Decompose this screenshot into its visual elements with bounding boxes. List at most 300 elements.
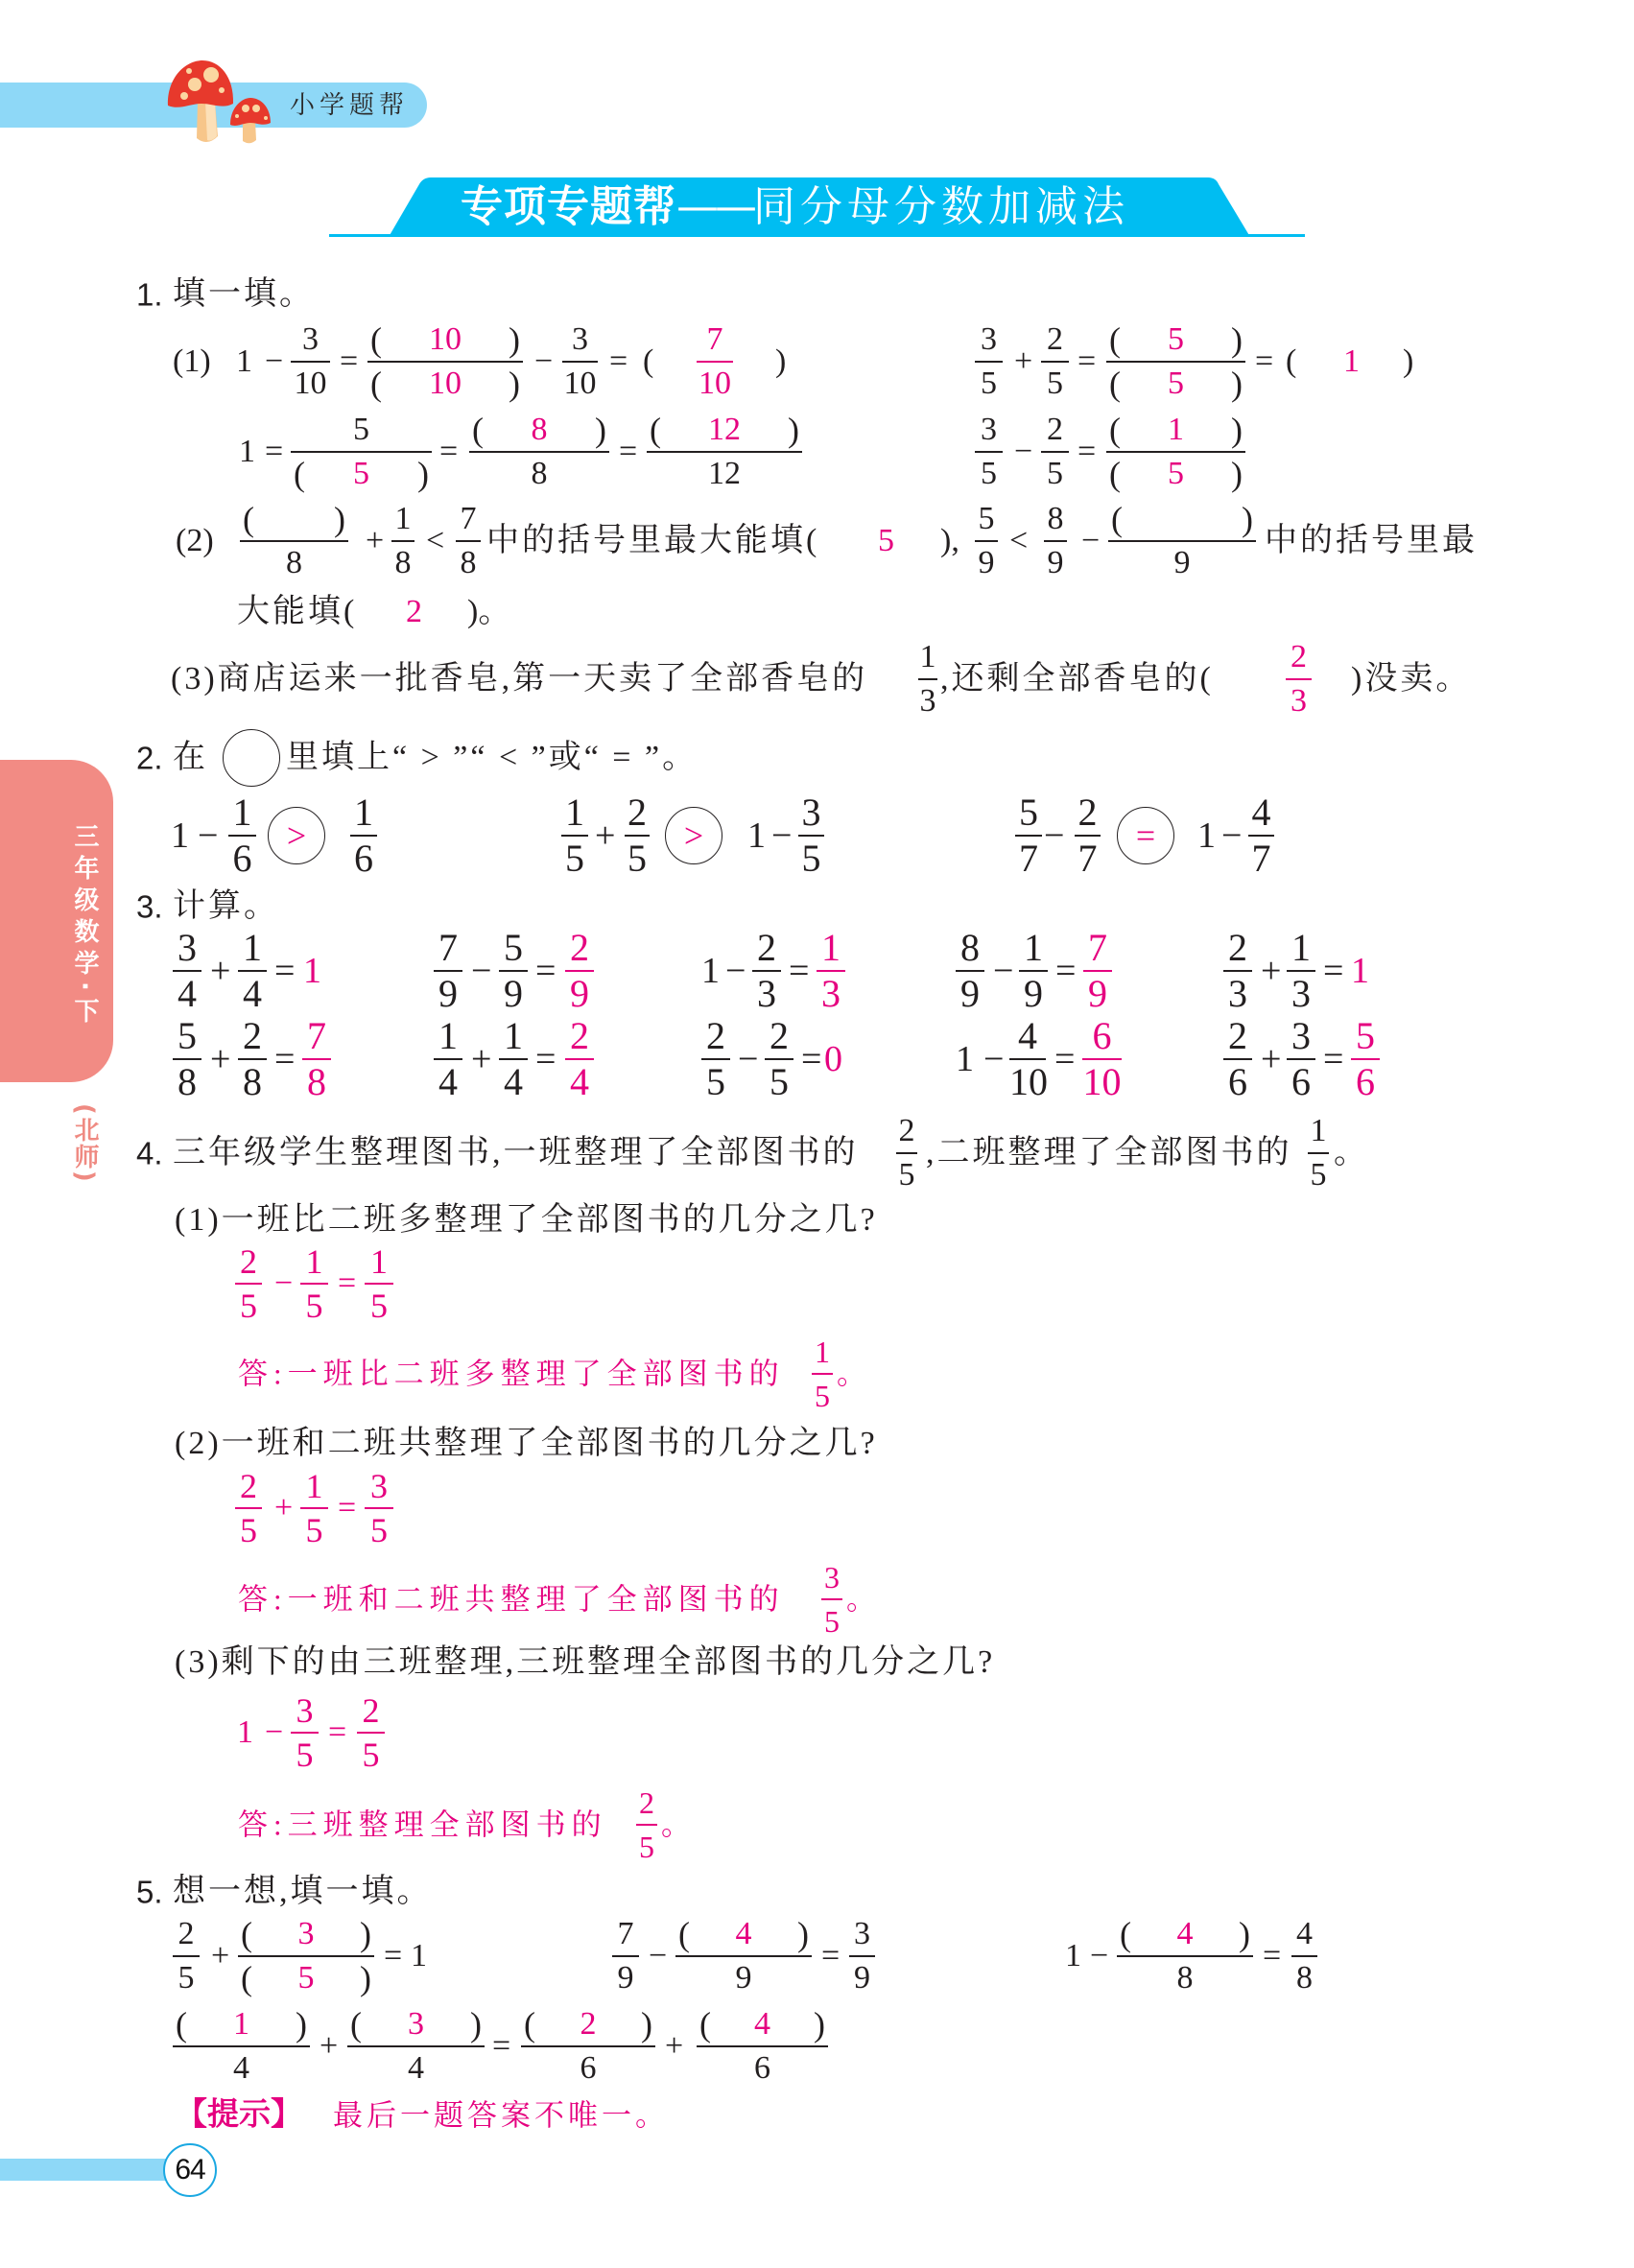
blank-fraction <box>347 2003 485 2090</box>
question-number: 2. <box>136 740 163 776</box>
denominator: 6 <box>580 2050 597 2086</box>
numerator: 3 <box>296 1691 314 1730</box>
fraction <box>173 926 201 1016</box>
denominator: 5 <box>706 1060 725 1103</box>
denominator: 9 <box>978 545 995 580</box>
operator: − <box>738 1039 759 1079</box>
fraction <box>434 926 462 1016</box>
comparison-circle: > <box>665 807 722 864</box>
question-text: (3)商店运来一批香皂,第一天卖了全部香皂的 <box>171 661 868 697</box>
blank-fraction <box>240 498 348 584</box>
side-tab-grade: 三年级数学·下 <box>70 823 99 1029</box>
question-text: 中的括号里最大能填( <box>486 523 820 558</box>
brand-name: 小学题帮 <box>290 91 410 120</box>
denominator: 10 <box>294 366 327 401</box>
operator: − <box>1044 815 1065 856</box>
answer-value: 1 <box>1343 343 1360 379</box>
answer-fraction <box>300 1465 328 1551</box>
operator: = <box>274 951 296 991</box>
operator: < <box>1009 523 1029 558</box>
numerator: 1 <box>1291 926 1311 969</box>
page-title-main: 专项专题帮 <box>461 182 676 231</box>
denominator: 5 <box>1047 366 1063 401</box>
denominator: 7 <box>1019 837 1038 880</box>
operator: − <box>983 1039 1005 1079</box>
question-number: 3. <box>136 888 163 925</box>
operator: = <box>609 343 628 379</box>
answer-fraction <box>300 1240 328 1327</box>
numerator: 2 <box>240 1242 257 1281</box>
fraction <box>956 926 984 1016</box>
denominator: 7 <box>1077 837 1098 880</box>
operator: = <box>492 2028 511 2064</box>
numerator: 1 <box>504 1014 523 1057</box>
number: 1 <box>1197 815 1216 856</box>
page-title <box>461 182 1129 231</box>
title-underline <box>329 234 1305 237</box>
denominator: 4 <box>233 2050 249 2086</box>
empty-circle-icon <box>223 729 280 787</box>
numerator: 1 <box>815 1335 830 1369</box>
blank-close-paren: ) <box>775 343 787 379</box>
answer-numerator: ( 8 ) <box>469 409 609 451</box>
operator: + <box>320 2028 339 2064</box>
numerator: 1 <box>370 1242 388 1281</box>
fraction <box>291 319 330 405</box>
numerator: 3 <box>801 791 821 834</box>
numerator: 7 <box>617 1916 634 1951</box>
operator: = <box>821 1938 841 1973</box>
fraction <box>918 636 937 722</box>
operator: = <box>535 951 557 991</box>
fraction <box>1223 1014 1252 1104</box>
answer-text: 答:一班和二班共整理了全部图书的 <box>238 1582 785 1617</box>
comparison-circle: = <box>1117 807 1174 864</box>
blank-fraction <box>521 2003 655 2090</box>
answer-denominator: ( 5 ) <box>1106 363 1245 405</box>
numerator: 2 <box>1228 926 1247 969</box>
operator: + <box>210 951 231 991</box>
question-text: ), <box>940 523 959 558</box>
answer-numerator: ( 5 ) <box>1106 319 1245 361</box>
denominator: 5 <box>1310 1157 1327 1193</box>
denominator: 5 <box>305 1287 323 1325</box>
numerator: 2 <box>570 1014 589 1057</box>
answer-numerator: ( 1 ) <box>173 2003 310 2045</box>
number: 1 <box>747 815 766 856</box>
numerator: 1 <box>1310 1113 1327 1148</box>
answer-value: 1 <box>1351 951 1369 991</box>
question-number: 4. <box>136 1135 163 1171</box>
question-text: 大能填( <box>237 594 358 629</box>
fraction <box>1248 791 1274 881</box>
answer-fraction <box>1083 926 1112 1016</box>
hint-text: 最后一题答案不唯一。 <box>333 2098 669 2133</box>
numerator: 3 <box>302 321 319 357</box>
operator: + <box>595 815 616 856</box>
numerator: 8 <box>960 926 980 969</box>
fraction <box>499 926 528 1016</box>
denominator: 6 <box>754 2050 770 2086</box>
denominator: 9 <box>438 972 458 1015</box>
numerator: 2 <box>1291 639 1307 674</box>
numerator: 1 <box>305 1242 323 1281</box>
numerator: 2 <box>362 1691 380 1730</box>
number: 1 <box>956 1039 974 1079</box>
fraction <box>1044 498 1067 584</box>
mushroom-icon <box>163 56 278 147</box>
denominator: 9 <box>504 972 523 1015</box>
numerator: 8 <box>1047 501 1064 536</box>
answer-fraction <box>365 1240 393 1327</box>
numerator: 4 <box>1296 1916 1313 1951</box>
numerator: 5 <box>178 1014 197 1057</box>
numerator: 5 <box>1019 791 1038 834</box>
numerator: 3 <box>854 1916 870 1951</box>
numerator: 7 <box>1088 926 1107 969</box>
numerator: 2 <box>1047 321 1063 357</box>
fraction <box>612 1913 639 1999</box>
denominator: 10 <box>699 366 731 401</box>
operator: − <box>265 343 284 379</box>
operator: − <box>771 815 793 856</box>
answer-denominator: ( 5 ) <box>1106 453 1245 495</box>
fraction <box>228 791 256 881</box>
denominator: 5 <box>801 837 821 880</box>
denominator: 4 <box>504 1060 523 1103</box>
fraction <box>238 1014 267 1104</box>
fraction <box>1075 791 1101 881</box>
numerator: 5 <box>1356 1014 1375 1057</box>
answer-denominator: ( 5 ) <box>291 453 432 495</box>
question-title: 填一填。 <box>173 276 315 312</box>
denominator: 4 <box>438 1060 458 1103</box>
fraction <box>765 1014 793 1104</box>
denominator: 8 <box>531 456 548 491</box>
numerator: 7 <box>460 501 477 536</box>
question-title: 里填上“ > ”“ < ”或“ = ”。 <box>286 740 699 775</box>
operator: − <box>265 1714 284 1750</box>
denominator: 5 <box>1047 456 1063 491</box>
denominator: 12 <box>708 456 741 491</box>
denominator: 5 <box>770 1060 789 1103</box>
fraction <box>1287 926 1315 1016</box>
answer-fraction <box>565 926 594 1016</box>
fraction <box>562 319 598 405</box>
denominator: 9 <box>735 1960 752 1996</box>
answer-value: 0 <box>824 1039 842 1079</box>
denominator: 9 <box>1047 545 1064 580</box>
denominator: 3 <box>919 683 936 719</box>
fraction <box>1287 1014 1315 1104</box>
sub-question-label: (1) <box>173 343 211 379</box>
answer-fraction <box>636 1782 657 1868</box>
numerator: 1 <box>354 791 373 834</box>
operator: = <box>328 1714 347 1750</box>
denominator: 3 <box>821 972 841 1015</box>
denominator: 8 <box>307 1060 326 1103</box>
denominator: 9 <box>1173 545 1191 580</box>
answer-denominator: ( 5 ) <box>238 1957 374 1999</box>
comparison-circle: > <box>268 807 325 864</box>
question-text: )没卖。 <box>1351 661 1472 697</box>
answer-text: 答:一班比二班多整理了全部图书的 <box>238 1357 785 1391</box>
numerator: 3 <box>370 1467 388 1505</box>
answer-value: 1 <box>237 1714 253 1750</box>
operator: − <box>725 951 746 991</box>
fraction <box>1009 1014 1046 1104</box>
side-tab-edition: (北师) <box>70 1103 99 1184</box>
numerator: 2 <box>770 1014 789 1057</box>
number: 1 <box>236 343 252 379</box>
denominator: 5 <box>898 1157 915 1193</box>
operator: + <box>1014 343 1033 379</box>
blank-fraction <box>469 409 609 495</box>
operator: + <box>1261 1039 1282 1079</box>
fraction <box>1019 926 1048 1016</box>
fraction <box>1041 319 1069 405</box>
numerator: 2 <box>570 926 589 969</box>
operator: = <box>338 1490 357 1525</box>
answer-fraction <box>565 1014 594 1104</box>
operator: = <box>801 1039 822 1079</box>
denominator: 5 <box>824 1604 840 1639</box>
fraction <box>456 498 481 584</box>
blank-fraction <box>675 1913 812 1999</box>
denominator: 8 <box>1176 1960 1194 1996</box>
fraction <box>434 1014 462 1104</box>
denominator: 5 <box>981 456 997 491</box>
answer-denominator: ( 10 ) <box>367 363 523 405</box>
numerator: 5 <box>978 501 995 536</box>
blank-fraction <box>1108 498 1256 584</box>
denominator: 6 <box>1291 1060 1311 1103</box>
blank-fraction <box>291 409 432 495</box>
answer-numerator: ( 1 ) <box>1106 409 1245 451</box>
fraction <box>798 791 824 881</box>
numerator: 2 <box>1228 1014 1247 1057</box>
numerator: 2 <box>243 1014 262 1057</box>
operator: − <box>274 1265 294 1301</box>
question-title: 想一想,填一填。 <box>173 1874 433 1909</box>
operator: + <box>471 1039 492 1079</box>
answer-fraction <box>1351 1014 1380 1104</box>
numerator: 3 <box>178 926 197 969</box>
denominator: 5 <box>240 1511 257 1549</box>
answer-fraction <box>357 1689 385 1776</box>
blank-fraction <box>238 1913 374 1999</box>
denominator: 5 <box>370 1511 388 1549</box>
fraction <box>701 1014 730 1104</box>
operator: = <box>619 434 638 469</box>
answer-fraction <box>817 926 845 1016</box>
denominator: 4 <box>178 972 197 1015</box>
fraction <box>849 1913 875 1999</box>
fraction <box>499 1014 528 1104</box>
fraction <box>1041 409 1069 495</box>
answer-numerator: ( 4 ) <box>1117 1913 1253 1955</box>
operator: = <box>1055 951 1077 991</box>
fraction <box>1223 926 1252 1016</box>
numerator: 1 <box>243 926 262 969</box>
operator: + <box>274 1490 294 1525</box>
denominator: 6 <box>1356 1060 1375 1103</box>
operator: = <box>789 951 810 991</box>
operator: − <box>1221 815 1243 856</box>
denominator: 3 <box>1291 972 1311 1015</box>
blank-fraction <box>647 409 802 495</box>
page-number: 64 <box>163 2143 217 2197</box>
page-title-sub: 同分母分数加减法 <box>753 182 1129 231</box>
denominator: 8 <box>460 545 477 580</box>
operator: + <box>211 1938 230 1973</box>
numerator: 7 <box>307 1014 326 1057</box>
numerator: 2 <box>240 1467 257 1505</box>
number: 1 <box>239 434 255 469</box>
denominator: 4 <box>243 972 262 1015</box>
numerator: 1 <box>438 1014 458 1057</box>
answer-text: 。 <box>837 1357 872 1391</box>
answer-value: 2 <box>406 594 422 629</box>
operator: − <box>1081 523 1101 558</box>
number: 1 <box>701 951 720 991</box>
question-text: (2)一班和二班共整理了全部图书的几分之几? <box>175 1426 878 1461</box>
fraction <box>625 791 650 881</box>
answer-numerator: ( 4 ) <box>697 2003 828 2045</box>
answer-numerator: ( 12 ) <box>647 409 802 451</box>
numerator: 2 <box>1077 791 1098 834</box>
question-text: )。 <box>467 594 511 629</box>
answer-numerator: ( 10 ) <box>367 319 523 361</box>
numerator: 3 <box>1291 1014 1311 1057</box>
denominator: 8 <box>178 1060 197 1103</box>
fraction <box>896 1110 917 1196</box>
numerator: 4 <box>1018 1014 1037 1057</box>
numerator: 2 <box>1047 412 1063 447</box>
answer-fraction <box>235 1465 262 1551</box>
operator: = <box>340 343 359 379</box>
denominator: 4 <box>408 2050 424 2086</box>
denominator: 5 <box>240 1287 257 1325</box>
numerator: 2 <box>898 1113 915 1148</box>
denominator: 3 <box>1291 683 1307 719</box>
operator: − <box>471 951 492 991</box>
answer-fraction <box>1286 636 1312 722</box>
denominator: 8 <box>1296 1960 1313 1996</box>
denominator: 5 <box>628 837 647 880</box>
blank-fraction <box>173 2003 310 2090</box>
question-text: ,还剩全部香皂的( <box>940 661 1214 697</box>
fraction <box>1015 791 1042 881</box>
operator: = <box>1054 1039 1076 1079</box>
fraction <box>975 409 1003 495</box>
answer-fraction <box>235 1240 262 1327</box>
denominator: 5 <box>981 366 997 401</box>
denominator: 10 <box>563 366 597 401</box>
numerator: 1 <box>1024 926 1043 969</box>
denominator: 5 <box>296 1736 314 1774</box>
denominator: 7 <box>1251 837 1271 880</box>
numerator: 3 <box>981 412 997 447</box>
numerator: 5 <box>504 926 523 969</box>
denominator: 10 <box>1082 1060 1122 1103</box>
numerator: 1 <box>919 639 936 674</box>
denominator: 3 <box>1228 972 1247 1015</box>
numerator: 7 <box>706 321 723 357</box>
denominator: 5 <box>362 1736 380 1774</box>
denominator: 9 <box>960 972 980 1015</box>
answer-fraction <box>365 1465 393 1551</box>
footer-bar <box>0 2159 171 2181</box>
denominator: 4 <box>570 1060 589 1103</box>
empty-numerator <box>240 498 348 540</box>
question-text: (1)一班比二班多整理了全部图书的几分之几? <box>175 1202 878 1238</box>
operator: − <box>1014 434 1033 469</box>
fraction <box>975 319 1003 405</box>
numerator: 3 <box>824 1560 840 1595</box>
denominator: 5 <box>815 1379 830 1413</box>
answer-numerator: ( 4 ) <box>675 1913 812 1955</box>
denominator: 5 <box>305 1511 323 1549</box>
hint-label: 【提示】 <box>176 2097 302 2133</box>
answer-fraction <box>697 319 733 405</box>
denominator: 3 <box>757 972 776 1015</box>
answer-text: 。 <box>846 1582 882 1617</box>
operator: + <box>1261 951 1282 991</box>
denominator: 10 <box>1009 1060 1048 1103</box>
number: 1 <box>1065 1938 1081 1973</box>
answer-numerator: ( 3 ) <box>238 1913 374 1955</box>
sub-question-label: (2) <box>176 523 214 558</box>
denominator: 6 <box>354 837 373 880</box>
operator: = <box>1077 343 1097 379</box>
numerator: 2 <box>706 1014 725 1057</box>
blank-open-paren: ( <box>1286 343 1297 379</box>
answer-numerator: ( 3 ) <box>347 2003 485 2045</box>
denominator: 9 <box>854 1960 870 1996</box>
number: 1 <box>411 1938 427 1973</box>
denominator: 8 <box>286 545 302 580</box>
operator: = <box>274 1039 296 1079</box>
denominator: 9 <box>570 972 589 1015</box>
operator: − <box>993 951 1014 991</box>
fraction <box>561 791 588 881</box>
empty-numerator <box>1108 498 1256 540</box>
numerator: 1 <box>565 791 584 834</box>
operator: < <box>426 523 445 558</box>
question-number: 5. <box>136 1874 163 1910</box>
numerator: 2 <box>639 1785 654 1820</box>
fraction <box>238 926 267 1016</box>
page-title-dash: —— <box>676 182 753 231</box>
denominator: 6 <box>1228 1060 1247 1103</box>
operator: + <box>366 523 385 558</box>
numerator: 2 <box>757 926 776 969</box>
numerator: 1 <box>305 1467 323 1505</box>
answer-fraction <box>302 1014 331 1104</box>
numerator: 1 <box>821 926 841 969</box>
denominator: 8 <box>243 1060 262 1103</box>
answer-value: 1 <box>303 951 321 991</box>
numerator: 5 <box>353 412 369 447</box>
numerator: 1 <box>232 791 252 834</box>
operator: = <box>1077 434 1097 469</box>
fraction <box>1291 1913 1317 1999</box>
fraction <box>1308 1110 1329 1196</box>
numerator: 1 <box>394 501 412 536</box>
fraction <box>975 498 998 584</box>
fraction <box>391 498 414 584</box>
